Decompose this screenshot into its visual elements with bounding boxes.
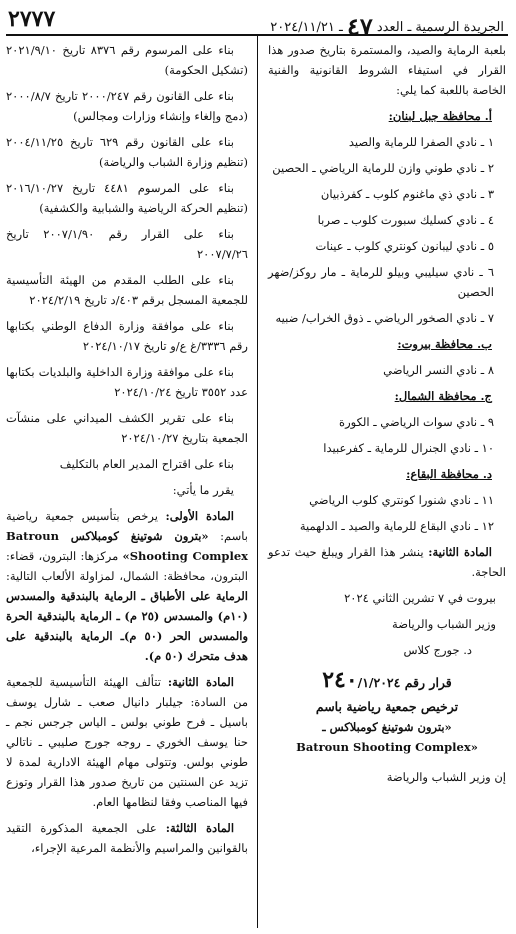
decision-name-en: Batroun Shooting Complex» <box>296 740 478 754</box>
list-item: ١١ ـ نادي شنورا كونتري كلوب الرياضي <box>309 493 494 507</box>
decision-suffix: /١/٢٠٢٤ <box>357 675 401 690</box>
signoff-name: د. جورج كلاس <box>403 643 472 657</box>
article-text: ينشر هذا القرار ويبلغ حيث تدعو الحاجة. <box>268 545 506 579</box>
recital: بناء على اقتراح المدير العام بالتكليف <box>59 457 234 471</box>
decision-prefix: قرار رقم <box>404 675 452 690</box>
recital: بناء على المرسوم رقم ٨٣٧٦ تاريخ ٢٠٢١/٩/١٠ (تشكيل الحكومة) <box>6 43 248 77</box>
article-two <box>268 542 506 582</box>
decides-line: يقرر ما يأتي: <box>172 483 234 497</box>
article-one <box>6 506 248 666</box>
column-divider <box>257 36 258 928</box>
journal-title <box>270 8 504 41</box>
list-item: ٧ ـ نادي الصخور الرياضي ـ ذوق الخراب/ ضبيه <box>275 311 494 325</box>
decision-number: ٢٤٠ <box>322 667 358 693</box>
intro-paragraph: بلعبة الرماية والصيد، والمستمرة بتاريخ صدور هذا القرار في استيفاء الشروط القانونية والفنية الخاصة باللعبة كما يلي: <box>268 43 506 97</box>
list-item: ٩ ـ نادي سوات الرياضي ـ الكورة <box>339 415 494 429</box>
list-item: ٢ ـ نادي طوني وازن للرماية الرياضي ـ الحصين <box>272 161 494 175</box>
section-heading: ج. محافظة الشمال: <box>394 389 492 403</box>
recital: بناء على القانون رقم ٦٢٩ تاريخ ٢٠٠٤/١١/٢٥ (تنظيم وزارة الشباب والرياضة) <box>6 135 248 169</box>
recital: بناء على المرسوم ٤٤٨١ تاريخ ٢٠١٦/١٠/٢٧ (تنظيم الحركة الرياضية والشبابية والكشفية) <box>6 181 248 215</box>
recital: بناء على تقرير الكشف الميداني على منشآت الجمعية بتاريخ ٢٠٢٤/١٠/٢٧ <box>6 411 248 445</box>
list-item: ٣ ـ نادي ذي ماغنوم كلوب ـ كفرذبيان <box>320 187 494 201</box>
page-number: ٢٧٧٧ <box>8 6 56 32</box>
right-column <box>268 40 506 793</box>
list-item: ٥ ـ نادي ليبانون كونتري كلوب ـ عينات <box>315 239 494 253</box>
minister-line: إن وزير الشباب والرياضة <box>386 770 506 784</box>
recital: بناء على القانون رقم ٢٠٠٠/٢٤٧ تاريخ ٢٠٠٠/٨/٧ (دمج وإلغاء وإنشاء وزارات ومجالس) <box>6 89 248 123</box>
article-label: المادة الأولى: <box>165 509 234 523</box>
signoff-title: وزير الشباب والرياضة <box>392 617 496 631</box>
issue-number: ٤٧ <box>346 12 373 41</box>
club-name: «بترون شوتينغ كومبلاكس Batroun Shooting Complex» <box>6 529 249 563</box>
list-item: ١٢ ـ نادي البقاع للرماية والصيد ـ الدلهمية <box>299 519 494 533</box>
list-item: ١٠ ـ نادي الجنرال للرماية ـ كفرعبيدا <box>323 441 494 455</box>
recital: بناء على موافقة وزارة الدفاع الوطني بكتابها رقم ٣٣٣٦/غ ع/و تاريخ ٢٠٢٤/١٠/١٧ <box>6 319 248 353</box>
decision-subject: ترخيص جمعية رياضية باسم <box>315 699 459 714</box>
section-heading: ب. محافظة بيروت: <box>397 337 492 351</box>
article-text: تتألف الهيئة التأسيسية للجمعية من السادة: جيلبار دانيال صعب ـ شارل يوسف باسيل ـ فرح طوني بولس ـ الياس جرجس نجم ـ حنا يوسف الخوري ـ روجه جورج صليبي ـ ناتالي طوني بولس. وتتولى مهام الهيئة الادارية لمدة لا تزيد عن السنتين من تاريخ صدور هذا القرار وتوزع فيها المناصب وفقا لنظامها العام. <box>6 675 248 809</box>
list-item: ٦ ـ نادي سيليبي وبيلو للرماية ـ مار روكز/ضهر الحصين <box>268 265 494 299</box>
article-text: على الجمعية المذكورة التقيد بالقوانين والمراسيم والأنظمة المرعية الإجراء، <box>6 821 248 855</box>
article-text: مركزها: البترون، قضاء: البترون، محافظة: الشمال، لمزاولة الألعاب التالية: <box>6 549 248 583</box>
article-two <box>6 672 248 812</box>
article-label: المادة الثالثة: <box>165 821 235 835</box>
recital: بناء على الطلب المقدم من الهيئة التأسيسية للجمعية المسجل برقم ٤٠٣/د تاريخ ٢٠٢٤/٢/١٩ <box>6 273 248 307</box>
signoff-date: بيروت في ٧ تشرين الثاني ٢٠٢٤ <box>344 591 496 605</box>
list-item: ١ ـ نادي الصفرا للرماية والصيد <box>348 135 494 149</box>
issue-date: ـ ٢٠٢٤/١١/٢١ <box>270 20 343 35</box>
left-column <box>6 40 248 864</box>
journal-name: الجريدة الرسمية ـ العدد <box>376 20 504 35</box>
article-label: المادة الثانية: <box>428 545 492 559</box>
recital: بناء على موافقة وزارة الداخلية والبلديات بكتابها عدد ٣٥٥٢ تاريخ ٢٠٢٤/١٠/٢٤ <box>6 365 248 399</box>
page-header <box>0 0 516 41</box>
decision-name-ar: «بترون شوتينغ كومبلاكس ـ <box>322 720 452 734</box>
decision-number-line <box>268 667 506 693</box>
article-text: يرخص بتأسيس جمعية رياضية باسم: <box>6 509 248 543</box>
list-item: ٨ ـ نادي النسر الرياضي <box>383 363 494 377</box>
section-heading: أ. محافظة جبل لبنان: <box>388 109 492 123</box>
section-heading: د. محافظة البقاع: <box>406 467 492 481</box>
list-item: ٤ ـ نادي كسليك سبورت كلوب ـ صربا <box>317 213 494 227</box>
article-label: المادة الثانية: <box>167 675 234 689</box>
recital: بناء على القرار رقم ٢٠٠٧/١/٩٠ تاريخ ٢٠٠٧/٧/٢٦ <box>6 227 248 261</box>
article-three <box>6 818 248 858</box>
sports-list: الرماية على الأطباق ـ الرماية بالبندقية والمسدس (١٠م) والمسدس (٢٥ م) ـ الرماية بالبندقية الحرة والمسدس الحر (٥٠ م)ـ الرماية بالبندقية على هدف متحرك (٥٠ م). <box>6 589 249 663</box>
